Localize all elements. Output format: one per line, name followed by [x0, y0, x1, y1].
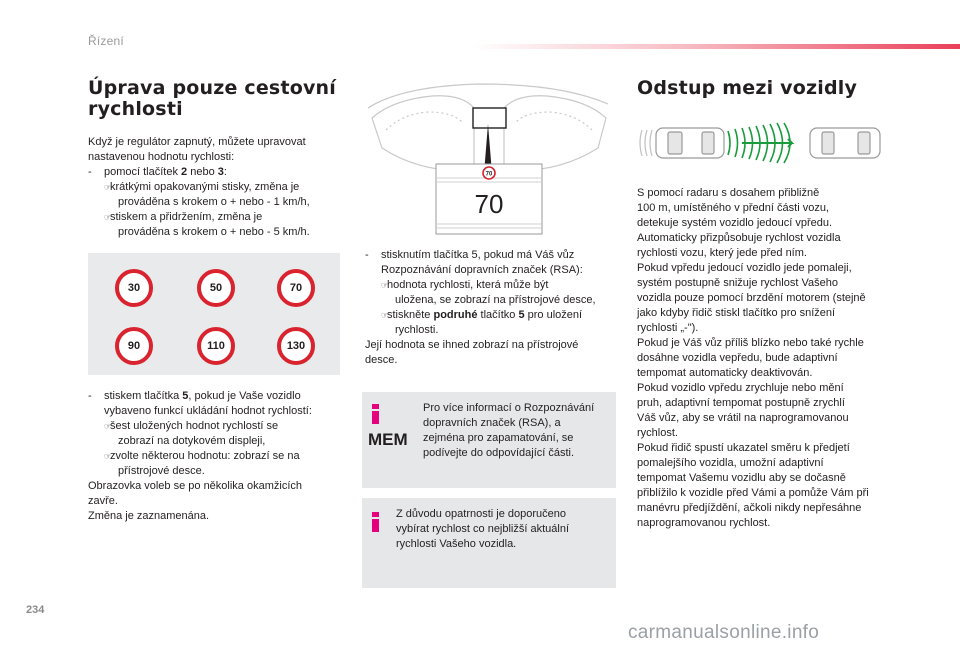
page-number: 234	[26, 604, 45, 616]
sub-bullet-six-values: ☞ šest uložených hodnot rychlostí se	[104, 420, 279, 432]
right-line: Pokud je Váš vůz příliš blízko nebo také rychle	[637, 337, 864, 349]
right-line: Pokud řidič spustí ukazatel směru k předjetí	[637, 442, 850, 454]
arrow-icon: ☞	[104, 183, 112, 192]
right-line: tempomat automaticky deaktivován.	[637, 367, 813, 379]
right-line: dosáhne vozidla vepředu, bude adaptivní	[637, 352, 838, 364]
sub-bullet-press-twice-cont: rychlosti.	[395, 324, 439, 336]
sub-bullet-press-twice: ☞ stiskněte podruhé tlačítko 5 pro uložení	[381, 309, 583, 321]
sub-bullet-rsa-value: ☞ hodnota rychlosti, která může být	[381, 279, 549, 291]
arrow-icon: ☞	[104, 422, 112, 431]
info-icon	[371, 512, 380, 532]
left-column	[88, 78, 348, 240]
right-line: pruh, adaptivní tempomat postupně zrychlí	[637, 397, 845, 409]
header-accent-bar	[470, 44, 960, 49]
right-line: Pokud vpředu jedoucí vozidlo jede pomaleji,	[637, 262, 852, 274]
right-section-title: Odstup mezi vozidly	[637, 77, 858, 99]
right-line: rychlosti „-").	[637, 322, 699, 334]
speed-sign-90: 90	[115, 327, 153, 365]
bullet-rsa-store-cont: Rozpoznávání dopravních značek (RSA):	[381, 264, 583, 276]
title-line-2: rychlosti	[88, 98, 183, 120]
display-speed-sign-label: 70	[485, 171, 493, 178]
right-line: rychlosti vozu, který jede před ním.	[637, 247, 807, 259]
arrow-icon: ☞	[381, 281, 389, 290]
bullet-rsa-store: - stisknutím tlačítka 5, pokud má Váš vůz	[365, 248, 620, 263]
outro-line-3: Změna je zaznamenána.	[88, 510, 210, 522]
radar-distance-illustration	[638, 120, 894, 166]
right-line: rychlost.	[637, 427, 678, 439]
mem-icon: MEM	[368, 430, 408, 449]
outro-line-1: Obrazovka voleb se po několika okamžicích	[88, 480, 302, 492]
right-line: S pomocí radaru s dosahem přibližně	[637, 187, 820, 199]
right-line: Pokud vozidlo vpředu zrychluje nebo mění	[637, 382, 844, 394]
info-box-caution-text: Z důvodu opatrnosti je doporučeno vybírat rychlost co nejbližší aktuální rychlosti Vašeho vozidla.	[396, 508, 570, 550]
intro-line-2: nastavenou hodnotu rychlosti:	[88, 151, 235, 163]
intro-line-1: Když je regulátor zapnutý, můžete upravovat	[88, 136, 306, 148]
section-label: Řízení	[88, 34, 124, 48]
title-line-1: Úprava pouze cestovní	[88, 77, 336, 99]
sub-bullet-six-values-cont: zobrazí na dotykovém displeji,	[118, 435, 266, 447]
right-line: vozidla pouze pomocí brzdění motorem (stejně	[637, 292, 866, 304]
info-box-caution	[362, 498, 616, 588]
arrow-icon: ☞	[381, 311, 389, 320]
sub-bullet-long-press: ☞ stiskem a přidržením, změna je	[104, 211, 263, 223]
instrument-panel-illustration	[362, 78, 616, 238]
speed-sign-panel	[88, 253, 340, 375]
info-box-rsa	[362, 392, 616, 488]
sub-bullet-choose-value-cont: přístrojové desce.	[118, 465, 205, 477]
speed-sign-110: 110	[197, 327, 235, 365]
sub-bullet-long-press-cont: prováděna s krokem o + nebo - 5 km/h.	[118, 226, 310, 238]
speed-sign-30: 30	[115, 269, 153, 307]
bullet-button-5-memory: - stiskem tlačítka 5, pokud je Vaše vozidlo	[88, 389, 348, 404]
speed-sign-130: 130	[277, 327, 315, 365]
after-line-2: desce.	[365, 354, 398, 366]
right-line: detekuje systém vozidlo jedoucí vpředu.	[637, 217, 833, 229]
right-line: naprogramovanou rychlost.	[637, 517, 771, 529]
right-line: Automaticky přizpůsobuje rychlost vozidla	[637, 232, 841, 244]
right-line: tempomat Vašemu vozidlu aby se dočasně	[637, 472, 846, 484]
info-icon	[371, 404, 380, 424]
middle-column	[365, 248, 620, 368]
lead-vehicle	[810, 128, 880, 158]
sub-bullet-short-press: ☞ krátkými opakovanými stisky, změna je	[104, 181, 300, 193]
bullet-button-5-memory-cont: vybaveno funkcí ukládání hodnot rychlostí:	[104, 405, 312, 417]
right-line: 100 m, umístěného v přední části vozu,	[637, 202, 829, 214]
cluster-screen	[473, 108, 506, 128]
right-line: přiblížilo k vozidle před Vámi a pomůže Vám při	[637, 487, 869, 499]
after-line-1: Její hodnota se ihned zobrazí na přístrojové	[365, 339, 579, 351]
right-line: Váš vůz, aby se vrátil na naprogramovanou	[637, 412, 849, 424]
left-section-title	[88, 78, 348, 120]
watermark: carmanualsonline.info	[628, 622, 820, 643]
right-line: systém postupně snižuje rychlost Vašeho	[637, 277, 838, 289]
right-column	[637, 186, 907, 531]
speed-sign-50: 50	[197, 269, 235, 307]
right-line: manévru předjíždění, ačkoli nikdy nepřesáhne	[637, 502, 862, 514]
sub-bullet-choose-value: ☞ zvolte některou hodnotu: zobrazí se na	[104, 450, 300, 462]
sub-bullet-rsa-value-cont: uložena, se zobrazí na přístrojové desce,	[395, 294, 596, 306]
bullet-buttons-2-3: - pomocí tlačítek 2 nebo 3:	[88, 165, 348, 180]
right-line: jako kdyby řidič stiskl tlačítko pro snížení	[637, 307, 836, 319]
own-vehicle	[656, 128, 724, 158]
left-column-lower	[88, 389, 348, 524]
right-line: pomalejšího vozidla, umožní adaptivní	[637, 457, 824, 469]
display-speed-value: 70	[474, 189, 504, 219]
arrow-icon: ☞	[104, 452, 112, 461]
arrow-icon: ☞	[104, 213, 112, 222]
outro-line-2: zavře.	[88, 495, 118, 507]
speed-sign-70: 70	[277, 269, 315, 307]
sub-bullet-short-press-cont: prováděna s krokem o + nebo - 1 km/h,	[118, 196, 310, 208]
info-box-rsa-text: Pro více informací o Rozpoznávání dopravních značek (RSA), a zejména pro zapamatování, se podívejte do odpovídající části.	[423, 402, 595, 459]
